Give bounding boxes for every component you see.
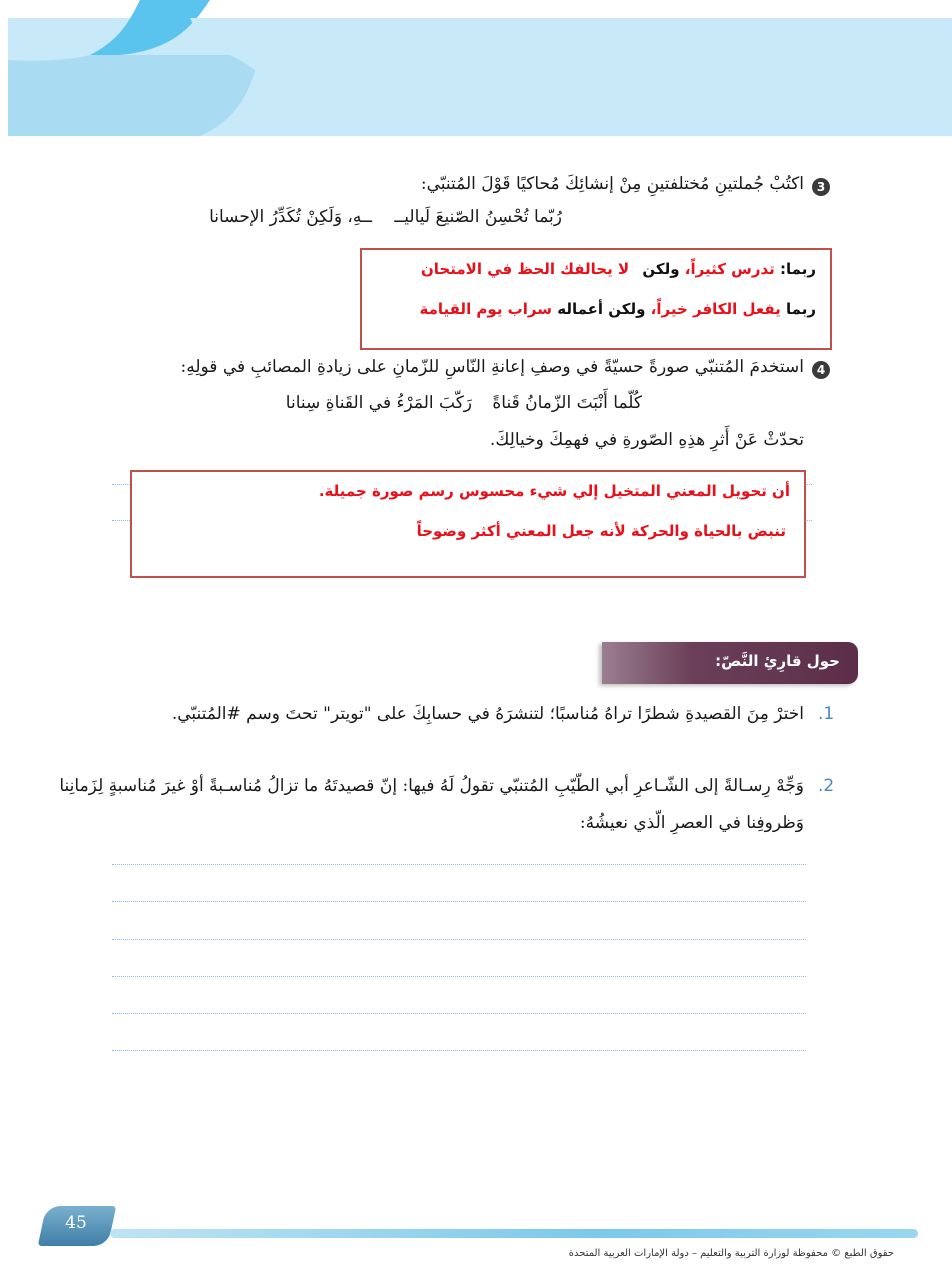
question-4-prompt: تحدّثْ عَنْ أَثرِ هذِهِ الصّورةِ في فهمِكَ وخيالِكَ. (489, 430, 804, 450)
item-2-number: .2 (818, 776, 835, 796)
answer-4-line-2: تنبض بالحياة والحركة لأنه جعل المعني أكثر وضوحاً (416, 522, 786, 540)
question-3-number: 3 (812, 178, 830, 196)
answer-3-line-1-label: ربما: (780, 260, 816, 278)
question-4-verse-left: رَكّبَ المَرْءُ في القَناةِ سِنانا (285, 393, 472, 413)
answer-3-line-1 (421, 260, 816, 278)
question-3-verse-right: رُبّما تُحْسِنُ الصّنيعَ لَياليــ (394, 207, 562, 227)
section-title: حول قارِئِ النَّصّ: (715, 652, 840, 670)
item-1-text: اخترْ مِنَ القصيدةِ شطرًا تراهُ مُناسبًا؛ لتنشرَهُ في حسابِكَ على "تويتر" تحتَ وسم #المُتنبّي. (171, 704, 804, 724)
answer-line (112, 976, 806, 977)
copyright-text: حقوق الطبع © محفوظة لوزارة التربية والتعليم – دولة الإمارات العربية المتحدة (568, 1248, 894, 1259)
answer-3-line-1-conj: ولكن (642, 260, 680, 278)
answer-3-line-2-part-1: يفعل الكافر خيراً، (650, 300, 781, 318)
question-4-number: 4 (812, 361, 830, 379)
answer-3-line-1-part-2: لا يحالفك الحظ في الامتحان (421, 260, 630, 278)
question-4-verse-right: كُلّما أَنْبَتَ الزّمانُ قَناةً (492, 393, 642, 413)
question-3-verse-left: ــهِ، وَلَكِنْ تُكَدِّرُ الإحسانا (209, 207, 372, 227)
answer-box-3 (360, 248, 832, 350)
question-3-text: اكتُبْ جُملتينِ مُختلفتينِ مِنْ إنشائِكَ مُحاكيًا قَوْلَ المُتنبّي: (420, 174, 804, 194)
item-2-text-line-1: وَجِّهْ رِسـالةً إلى الشّـاعرِ أبي الطّيّبِ المُتنبّي تقولُ لَهُ فيها: إنّ قصيدتَهُ ما تزالُ مُناسـبةً أوْ غيرَ مُناسبةٍ لِزَمانِنا (59, 776, 804, 796)
answer-box-4 (130, 470, 806, 578)
item-1-number: .1 (818, 704, 835, 724)
question-4-text: استخدمَ المُتنبّي صورةً حسيّةً في وصفِ إعانةِ النّاسِ للزّمانِ على زيادةِ المصائبِ في قولِهِ: (180, 357, 804, 377)
header-banner (0, 0, 952, 140)
answer-3-line-1-part-1: تدرس كثيراً، (684, 260, 775, 278)
answer-3-line-2-conj: ولكن أعماله (557, 300, 646, 318)
answer-line (112, 1050, 806, 1051)
answer-4-line-1: أن تحويل المعني المتخيل إلي شيء محسوس رسم صورة جميلة. (318, 482, 790, 500)
footer-bar (110, 1229, 918, 1238)
item-2-text-line-2: وَظروفِنا في العصرِ الّذي نعيشُهُ: (579, 813, 804, 833)
answer-line (112, 901, 806, 902)
section-header (602, 642, 858, 684)
answer-line (112, 939, 806, 940)
page-number: 45 (65, 1213, 87, 1233)
answer-line (112, 864, 806, 865)
answer-3-line-2 (420, 300, 817, 318)
answer-3-line-2-word-1: ربما (786, 300, 816, 318)
answer-line (112, 1013, 806, 1014)
answer-3-line-2-part-2: سراب يوم القيامة (419, 300, 552, 318)
